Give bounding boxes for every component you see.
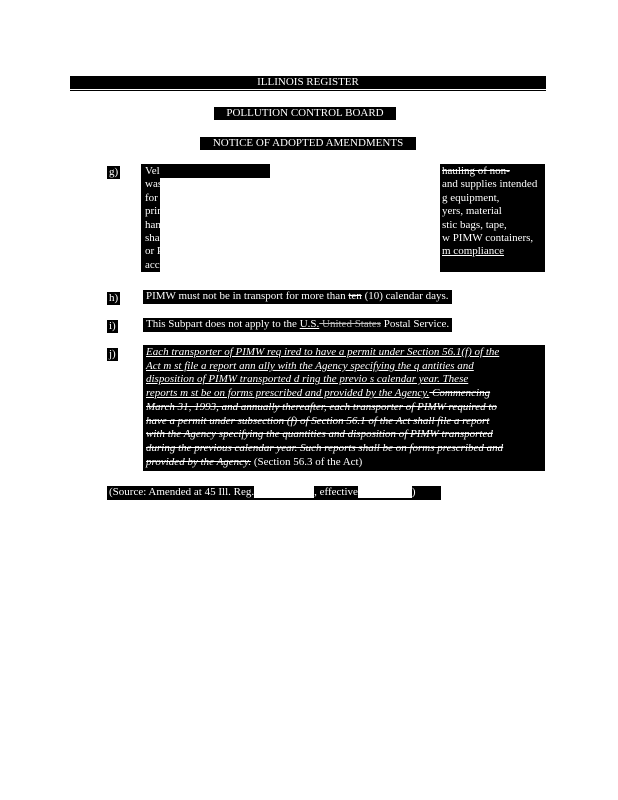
item-g-line-left: Vel [145,165,160,177]
item-g-line-left: shar [145,232,164,244]
item-g-line-right: yers, material [442,205,502,218]
item-i-text-b: Postal Service. [380,318,450,330]
item-j-line [146,360,474,374]
item-h-struck: ten [348,290,362,302]
item-j-ital-span: reports m st be on forms prescribed and provided by the Agency. [146,387,430,400]
item-j-ital-span: Act m st file a report ann ally with the Agency specifying the q antities and [146,359,474,372]
item-j-strike-span: with the Agency specifying the quantities and disposition of PIMW transported [146,428,493,441]
item-g-redaction-top [270,164,440,178]
board-title: POLLUTION CONTROL BOARD [226,107,384,119]
item-j-line [146,442,503,456]
header-rule [70,90,546,91]
item-g-line-left: hand [145,218,167,231]
item-j-plain-span: (Section 56.3 of the Act) [251,455,363,468]
item-g-line-left: prin [145,205,163,218]
register-title: ILLINOIS REGISTER [257,76,359,88]
item-j-line [146,456,362,470]
item-j-line [146,401,497,415]
item-j-ital-span: Each transporter of PIMW req ired to have a permit under Section 56.1(f) of the [146,346,500,358]
source-text-c: ) [411,486,416,498]
item-j-strike-span: Commencing [429,387,491,400]
item-g-line-left: acco [145,258,166,271]
item-g-line-right: m compliance [442,245,505,258]
item-j-line [146,415,489,429]
item-j-strike-span: March 31, 1993, and annually thereafter, each transporter of PIMW required to [146,400,497,413]
item-i-ghost: United States [319,318,381,330]
notice-title: NOTICE OF ADOPTED AMENDMENTS [212,137,404,149]
item-j-line [146,387,490,401]
item-j-strike-span: have a permit under subsection (f) of Section 56.1 of the Act shall file a report [146,414,490,427]
item-g-line-right: stic bags, tape, [442,218,507,231]
item-g-line-right: g equipment, [442,191,500,204]
item-h-label: h) [109,292,119,304]
item-j-strike-span: during the previous calendar year. Such reports shall be on forms prescribed and [146,441,504,454]
item-j-line [146,346,499,360]
item-h-text-b: (10) calendar days. [361,290,449,302]
item-g-line-right: w PIMW containers, [442,232,534,244]
item-g-line-left: wast [145,178,166,191]
item-g-label: g) [109,166,119,178]
source-text-b: , effective [314,486,358,498]
source-text-a: (Source: Amended at 45 Ill. Reg. [109,486,255,498]
item-g-redaction [160,178,440,272]
item-i-text [143,318,452,332]
source-blank-1 [254,486,314,498]
item-j-ital-span: disposition of PIMW transported d ring the previo s calendar year. These [146,373,469,386]
item-h-text-a: PIMW must not be in transport for more than [146,290,349,302]
item-j-line [146,373,468,387]
item-j-line [146,428,493,442]
item-i-text-a: This Subpart does not apply to the [146,318,300,330]
source-line [107,486,441,500]
item-h-text [143,290,452,304]
item-g-line-right: hauling of non- [442,165,510,177]
item-g-line-left: for [145,191,158,204]
item-i-us: U.S. [299,318,320,330]
item-j-label: j) [109,348,116,360]
item-j-strike-span: provided by the Agency. [146,455,252,468]
item-i-label: i) [109,320,116,332]
source-blank-2 [358,486,412,498]
item-g-line-left: or P [145,245,164,258]
item-g-line-right: and supplies intended [442,178,538,191]
